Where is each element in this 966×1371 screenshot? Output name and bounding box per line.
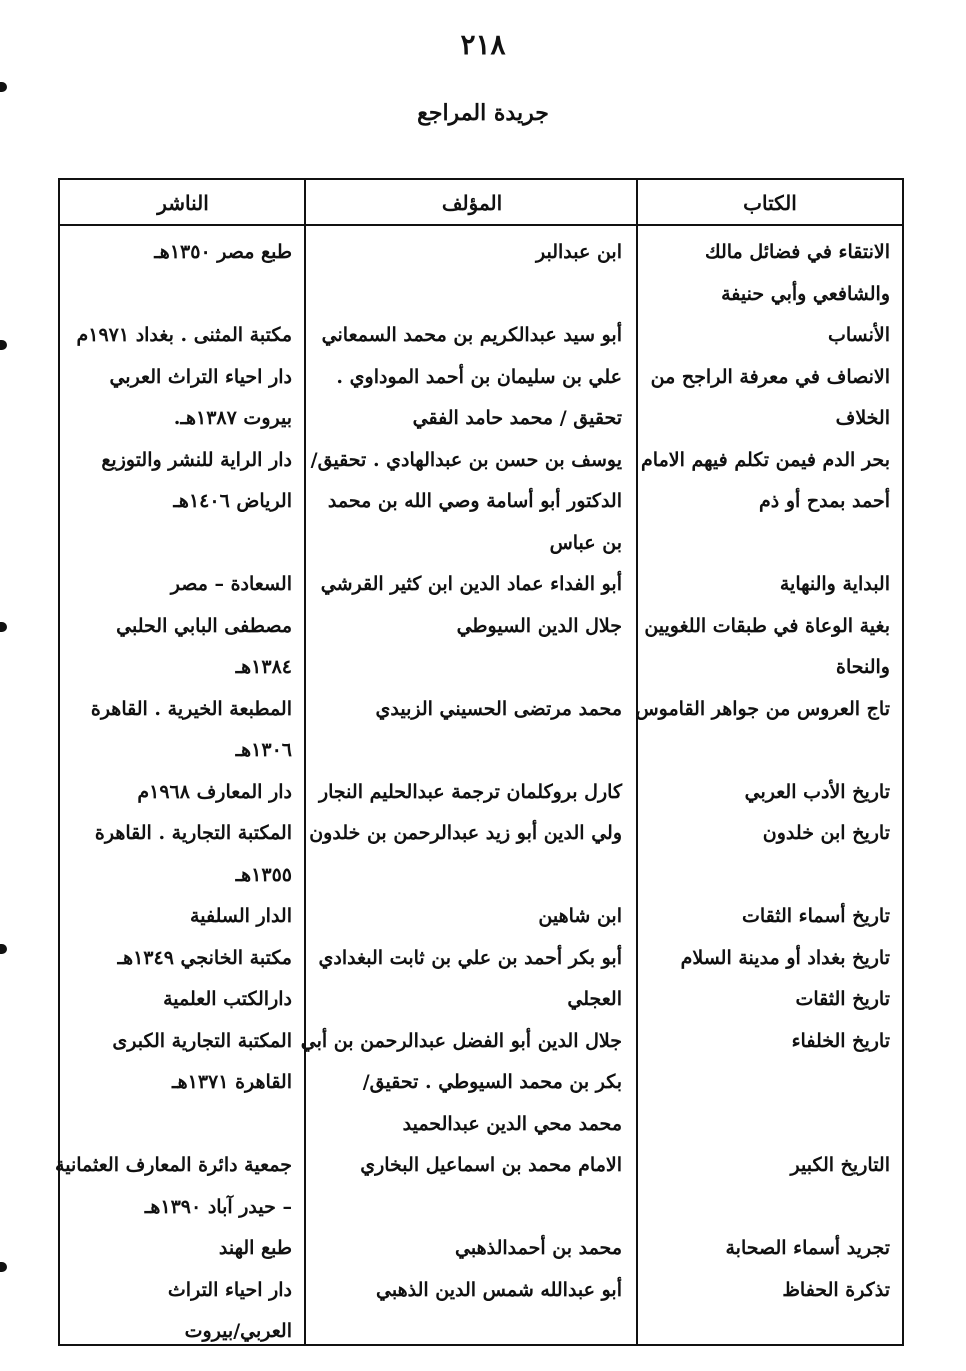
- publisher-cell: ١٣٠٦هـ: [235, 739, 292, 761]
- author-cell: محمد بن أحمدالذهبي: [455, 1237, 622, 1259]
- book-cell: تاريخ ابن خلدون: [762, 822, 890, 844]
- publisher-cell: جمعية دائرة المعارف العثمانية: [55, 1154, 292, 1176]
- scan-edge-mark: [0, 340, 7, 350]
- book-cell: التاريخ الكبير: [790, 1154, 890, 1176]
- book-cell: تاريخ بغداد أو مدينة السلام: [680, 946, 890, 969]
- book-cell: الانتقاء في فضائل مالك: [704, 241, 890, 263]
- author-cell: أبو سيد عبدالكريم بن محمد السمعاني: [321, 324, 622, 346]
- author-cell: جلال الدين السيوطي: [456, 614, 622, 637]
- book-cell: تاج العروس من جواهر القاموس: [635, 697, 890, 720]
- publisher-cell: طبع مصر ١٣٥٠هـ: [154, 241, 292, 263]
- publisher-cell: دار المعارف ١٩٦٨م: [137, 780, 292, 803]
- book-cell: الأنساب: [827, 324, 890, 346]
- book-cell: تاريخ الخلفاء: [791, 1029, 890, 1052]
- author-cell: محمد مرتضى الحسيني الزبيدي: [375, 697, 622, 720]
- scan-edge-mark: [0, 1262, 7, 1272]
- book-cell: الانصاف في معرفة الراجح من: [650, 365, 890, 388]
- author-cell: الامام محمد بن اسماعيل البخاري: [360, 1154, 622, 1176]
- author-cell: بكر بن محمد السيوطي . تحقيق/: [362, 1071, 622, 1093]
- author-cell: ولي الدين أبو زيد عبدالرحمن بن خلدون: [309, 822, 622, 844]
- author-cell: كارل بروكلمان ترجمة عبدالحليم النجار: [318, 780, 622, 803]
- publisher-cell: العربي/بيروت: [184, 1320, 292, 1342]
- book-cell: تذكرة الحفاظ: [782, 1278, 890, 1301]
- book-cell: الخلاف: [835, 407, 890, 429]
- publisher-cell: دار احياء التراث العربي: [109, 365, 292, 388]
- publisher-cell: المكتبة التجارية . القاهرة: [94, 822, 292, 844]
- header-book: الكتاب: [638, 180, 902, 226]
- page-title: جريدة المراجع: [417, 100, 549, 126]
- book-cell: البداية والنهاية: [779, 573, 890, 595]
- book-cell: تجريد أسماء الصحابة: [725, 1237, 890, 1259]
- publisher-cell: مصطفى البابي الحلبي: [116, 614, 292, 637]
- book-cell: تاريخ أسماء الثقات: [741, 905, 890, 927]
- author-cell: بن عباس: [549, 531, 622, 554]
- publisher-cell: المكتبة التجارية الكبرى: [112, 1029, 292, 1052]
- publisher-cell: بيروت ١٣٨٧هـ.: [173, 407, 292, 429]
- author-cell: جلال الدين أبو الفضل عبدالرحمن بن أبي: [300, 1029, 622, 1052]
- book-cell: والنحاة: [836, 656, 890, 678]
- author-cell: أبو بكر أحمد بن علي بن ثابت البغدادي: [318, 946, 622, 969]
- page-number: ٢١٨: [460, 28, 506, 61]
- publisher-cell: دار الراية للنشر والتوزيع: [101, 448, 292, 471]
- book-cell: تاريخ الثقات: [795, 988, 890, 1010]
- publisher-cell: دارالكتب العلمية: [163, 988, 292, 1010]
- publisher-cell: – حيدر آباد ١٣٩٠هـ: [144, 1195, 292, 1218]
- book-cell: والشافعي وأبي حنيفة: [721, 282, 890, 305]
- author-cell: أبو عبدالله شمس الدين الذهبي: [376, 1278, 622, 1301]
- publisher-cell: مكتبة المثنى . بغداد ١٩٧١م: [76, 324, 292, 346]
- publisher-cell: ١٣٥٥هـ: [235, 863, 292, 886]
- author-cell: تحقيق / محمد حامد الفقي: [412, 407, 622, 429]
- header-author: المؤلف: [306, 180, 638, 226]
- book-cell: أحمد بمدح أو ذم: [758, 490, 890, 512]
- author-cell: العجلي: [567, 988, 622, 1010]
- publisher-cell: السعادة – مصر: [170, 573, 292, 595]
- author-cell: الدكتور أبو أسامة وصي الله بن محمد: [327, 490, 622, 512]
- author-cell: ابن شاهين: [538, 905, 622, 927]
- column-divider: [636, 180, 638, 1344]
- header-publisher: الناشر: [60, 180, 306, 226]
- author-cell: محمد محي الدين عبدالحميد: [402, 1112, 622, 1135]
- publisher-cell: طبع الهند: [218, 1237, 292, 1259]
- author-cell: ابن عبدالبر: [536, 241, 622, 263]
- scan-edge-mark: [0, 82, 7, 92]
- author-cell: أبو الفداء عماد الدين ابن كثير القرشي: [320, 573, 622, 595]
- scan-edge-mark: [0, 944, 7, 954]
- publisher-cell: الدار السلفية: [190, 905, 292, 927]
- book-cell: تاريخ الأدب العربي: [744, 780, 890, 803]
- publisher-cell: ١٣٨٤هـ: [235, 656, 292, 678]
- author-cell: يوسف بن حسن بن عبدالهادي . تحقيق/: [310, 448, 622, 471]
- scan-edge-mark: [0, 622, 7, 632]
- publisher-cell: المطبعة الخيرية . القاهرة: [90, 697, 292, 720]
- publisher-cell: الرياض ١٤٠٦هـ: [173, 490, 292, 512]
- book-cell: بحر الدم فيمن تكلم فيهم الامام: [641, 448, 890, 471]
- publisher-cell: دار احياء التراث: [167, 1278, 292, 1301]
- publisher-cell: القاهرة ١٣٧١هـ: [172, 1071, 292, 1093]
- references-table: [55, 178, 904, 1346]
- book-cell: بغية الوعاة في طبقات اللغويين: [644, 614, 890, 637]
- author-cell: علي بن سليمان بن أحمد الموداوي .: [336, 365, 622, 388]
- publisher-cell: مكتبة الخانجي ١٣٤٩هـ: [117, 946, 292, 969]
